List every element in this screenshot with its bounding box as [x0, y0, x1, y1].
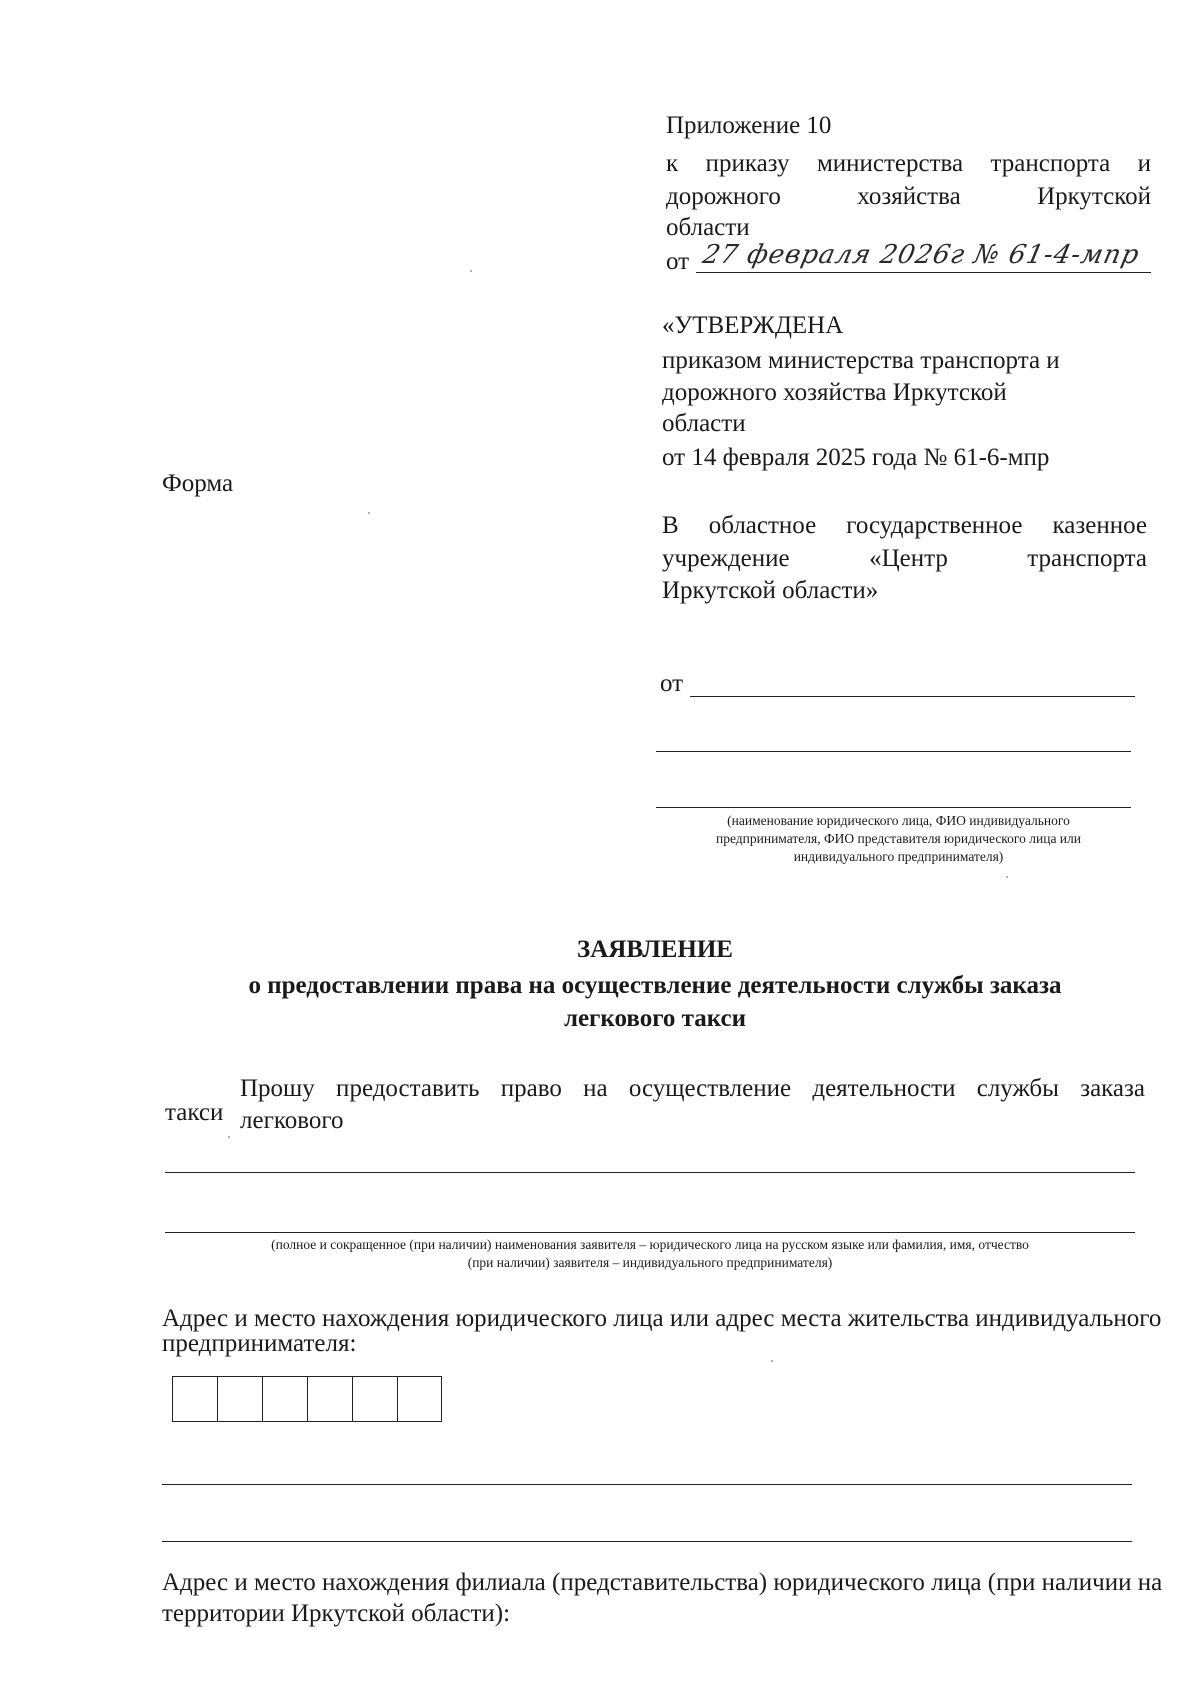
document-subtitle-line-2: легкового такси [563, 1005, 747, 1032]
request-line-1: Прошу предоставить право на осуществление деятельности службы заказа легкового [240, 1075, 1145, 1134]
branch-line-1: Адрес и место нахождения филиала (представительства) юридического лица (при наличии на [162, 1569, 1163, 1596]
from-line-3 [656, 807, 1131, 808]
approved-line-4: от 14 февраля 2025 года № 61-6-мпр [662, 444, 1050, 471]
address-line-2: предпринимателя: [162, 1330, 357, 1357]
request-note-line-1: (полное и сокращенное (при наличии) наименования заявителя – юридического лица на русском языке или фамилия, имя, отчество [271, 1237, 1029, 1252]
approved-line-3: области [662, 410, 746, 437]
appendix-date-underline [696, 272, 1151, 273]
request-line-2: такси [165, 1099, 224, 1126]
request-line-field-1 [165, 1172, 1135, 1173]
request-note-line-2: (при наличии) заявителя – индивидуального предпринимателя) [467, 1255, 833, 1270]
request-line-field-2 [165, 1232, 1135, 1233]
postal-code-digit-box[interactable] [172, 1376, 217, 1422]
document-title: ЗАЯВЛЕНИЕ [577, 936, 733, 963]
postal-code-digit-box[interactable] [262, 1376, 307, 1422]
address-field-line-2 [162, 1541, 1132, 1542]
branch-line-2: территории Иркутской области): [162, 1600, 511, 1627]
approved-line-2: дорожного хозяйства Иркутской [662, 379, 1007, 406]
from-line-1 [690, 696, 1135, 697]
addressee-line-2: учреждение «Центр транспорта [662, 545, 1147, 572]
document-subtitle-line-1: о предоставлении права на осуществление деятельности службы заказа [248, 972, 1062, 999]
appendix-number: Приложение 10 [666, 112, 832, 139]
from-note-line-1: (наименование юридического лица, ФИО индивидуального [727, 813, 1070, 828]
address-field-line-1 [162, 1484, 1132, 1485]
postal-code-digit-box[interactable] [307, 1376, 352, 1422]
addressee-line-3: Иркутской области» [662, 577, 879, 604]
appendix-line-2: дорожного хозяйства Иркутской [666, 183, 1151, 210]
postal-code-digit-box[interactable] [352, 1376, 397, 1422]
scan-speck [771, 1360, 773, 1362]
appendix-from-prefix: от [666, 248, 690, 275]
scan-speck [368, 512, 370, 514]
postal-code-digit-box[interactable] [217, 1376, 262, 1422]
scan-speck [228, 1136, 230, 1138]
postal-code-digit-box[interactable] [397, 1376, 442, 1422]
appendix-line-1: к приказу министерства транспорта и [666, 150, 1151, 177]
scan-speck [1006, 876, 1008, 878]
appendix-line-3: области [666, 214, 750, 241]
approved-title: «УТВЕРЖДЕНА [662, 312, 844, 339]
postal-code-boxes[interactable] [172, 1376, 442, 1422]
from-prefix: от [660, 670, 684, 697]
address-line-1: Адрес и место нахождения юридического лица или адрес места жительства индивидуального [162, 1305, 1162, 1332]
from-note-line-3: индивидуального предпринимателя) [793, 849, 1004, 864]
from-line-2 [656, 751, 1131, 752]
scan-speck [470, 270, 472, 272]
addressee-line-1: В областное государственное казенное [662, 512, 1147, 539]
from-note-line-2: предпринимателя, ФИО представителя юридического лица или [716, 831, 1081, 846]
approved-line-1: приказом министерства транспорта и [662, 347, 1060, 374]
handwritten-date-signature: 27 февраля 2026г № 61-4-мпр [700, 240, 1143, 270]
form-label: Форма [162, 470, 234, 497]
